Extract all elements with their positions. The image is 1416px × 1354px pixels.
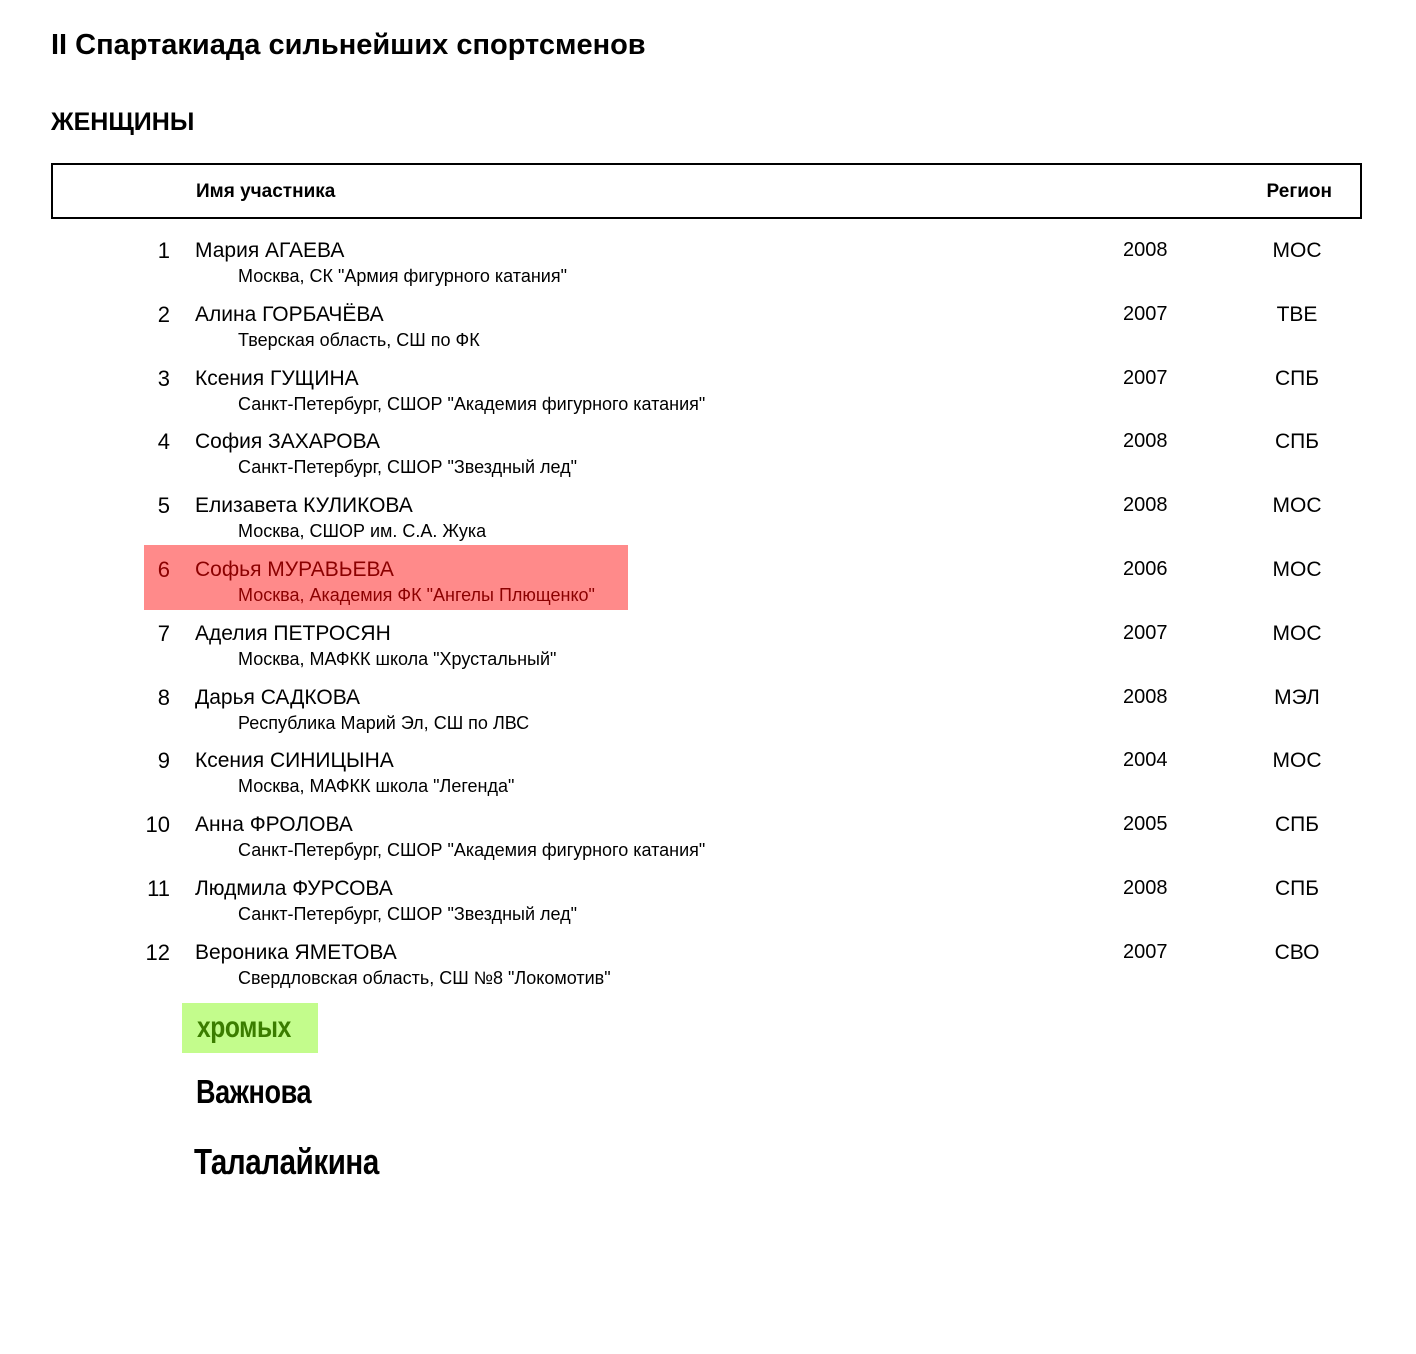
participant-row (0, 429, 1416, 493)
participant-row (0, 366, 1416, 430)
participant-name: Аделия ПЕТРОСЯН (195, 622, 391, 645)
participant-year: 2008 (1123, 494, 1168, 516)
participant-row (0, 940, 1416, 1004)
participant-rank: 9 (157, 748, 170, 773)
participant-row (0, 685, 1416, 749)
participant-region: СВО (1274, 941, 1320, 964)
participant-region: МЭЛ (1274, 686, 1320, 709)
participant-name: Ксения СИНИЦЫНА (195, 749, 394, 772)
participant-club: Республика Марий Эл, СШ по ЛВС (238, 713, 530, 733)
participant-rank: 3 (157, 366, 170, 391)
participant-rank: 2 (157, 302, 170, 327)
participant-club: Москва, СК "Армия фигурного катания" (238, 266, 567, 286)
annotation-green-text: хромых (197, 1011, 291, 1044)
participant-row (0, 748, 1416, 812)
header-name-column: Имя участника (196, 181, 336, 202)
participant-name: Елизавета КУЛИКОВА (195, 494, 413, 517)
annotation-green-label (182, 1003, 318, 1053)
participant-row (0, 238, 1416, 302)
participant-club: Санкт-Петербург, СШОР "Звездный лед" (238, 457, 578, 477)
participant-club: Санкт-Петербург, СШОР "Звездный лед" (238, 904, 578, 924)
participant-rank: 7 (157, 621, 170, 646)
participant-club: Санкт-Петербург, СШОР "Академия фигурного катания" (238, 394, 706, 414)
participant-club: Тверская область, СШ по ФК (238, 330, 480, 350)
header-region-column: Регион (1266, 181, 1332, 202)
table-header (51, 163, 1362, 219)
participant-name: Софья МУРАВЬЕВА (195, 558, 394, 581)
participant-rank: 12 (145, 940, 170, 965)
participant-region: МОС (1272, 558, 1322, 581)
participant-club: Санкт-Петербург, СШОР "Академия фигурного катания" (238, 840, 706, 860)
participant-year: 2004 (1123, 749, 1168, 771)
participant-row (0, 557, 1416, 621)
participant-row (0, 621, 1416, 685)
annotation-name-1: Важнова (196, 1073, 312, 1110)
participant-rank: 11 (147, 876, 170, 901)
participant-year: 2007 (1123, 367, 1168, 389)
participant-club: Москва, СШОР им. С.А. Жука (238, 521, 487, 541)
participant-name: Анна ФРОЛОВА (195, 813, 353, 836)
participant-region: СПБ (1274, 877, 1320, 900)
participant-year: 2008 (1123, 877, 1168, 899)
participant-year: 2007 (1123, 941, 1168, 963)
participant-club: Свердловская область, СШ №8 "Локомотив" (238, 968, 611, 988)
participant-name: Людмила ФУРСОВА (195, 877, 393, 900)
participant-year: 2008 (1123, 686, 1168, 708)
participant-region: МОС (1272, 749, 1322, 772)
participant-rank: 1 (157, 238, 170, 263)
participant-rank: 10 (145, 812, 170, 837)
participant-region: МОС (1272, 622, 1322, 645)
participant-row (0, 876, 1416, 940)
participant-region: МОС (1272, 494, 1322, 517)
participant-name: Ксения ГУЩИНА (195, 367, 359, 390)
participant-row (0, 812, 1416, 876)
participant-year: 2006 (1123, 558, 1168, 580)
participant-year: 2007 (1123, 622, 1168, 644)
participant-name: Мария АГАЕВА (195, 239, 345, 262)
section-title: ЖЕНЩИНЫ (51, 108, 195, 136)
participant-rank: 5 (157, 493, 170, 518)
document-title: II Спартакиада сильнейших спортсменов (51, 29, 646, 61)
annotation-name-2: Талалайкина (194, 1141, 379, 1182)
participant-row (0, 302, 1416, 366)
participant-name: София ЗАХАРОВА (195, 430, 380, 453)
participant-region: СПБ (1274, 430, 1320, 453)
participant-rank: 6 (157, 557, 170, 582)
participant-region: ТВЕ (1276, 303, 1318, 326)
participant-year: 2005 (1123, 813, 1168, 835)
participant-club: Москва, МАФКК школа "Легенда" (238, 776, 515, 796)
participant-region: МОС (1272, 239, 1322, 262)
participant-rank: 4 (157, 429, 170, 454)
participant-region: СПБ (1274, 813, 1320, 836)
participant-region: СПБ (1274, 367, 1320, 390)
participant-year: 2008 (1123, 239, 1168, 261)
participant-club: Москва, МАФКК школа "Хрустальный" (238, 649, 557, 669)
participant-name: Дарья САДКОВА (195, 686, 361, 709)
participant-name: Вероника ЯМЕТОВА (195, 941, 397, 964)
participant-year: 2008 (1123, 430, 1168, 452)
participant-club: Москва, Академия ФК "Ангелы Плющенко" (238, 585, 595, 605)
participant-rank: 8 (157, 685, 170, 710)
participant-year: 2007 (1123, 303, 1168, 325)
participant-name: Алина ГОРБАЧЁВА (195, 303, 384, 326)
